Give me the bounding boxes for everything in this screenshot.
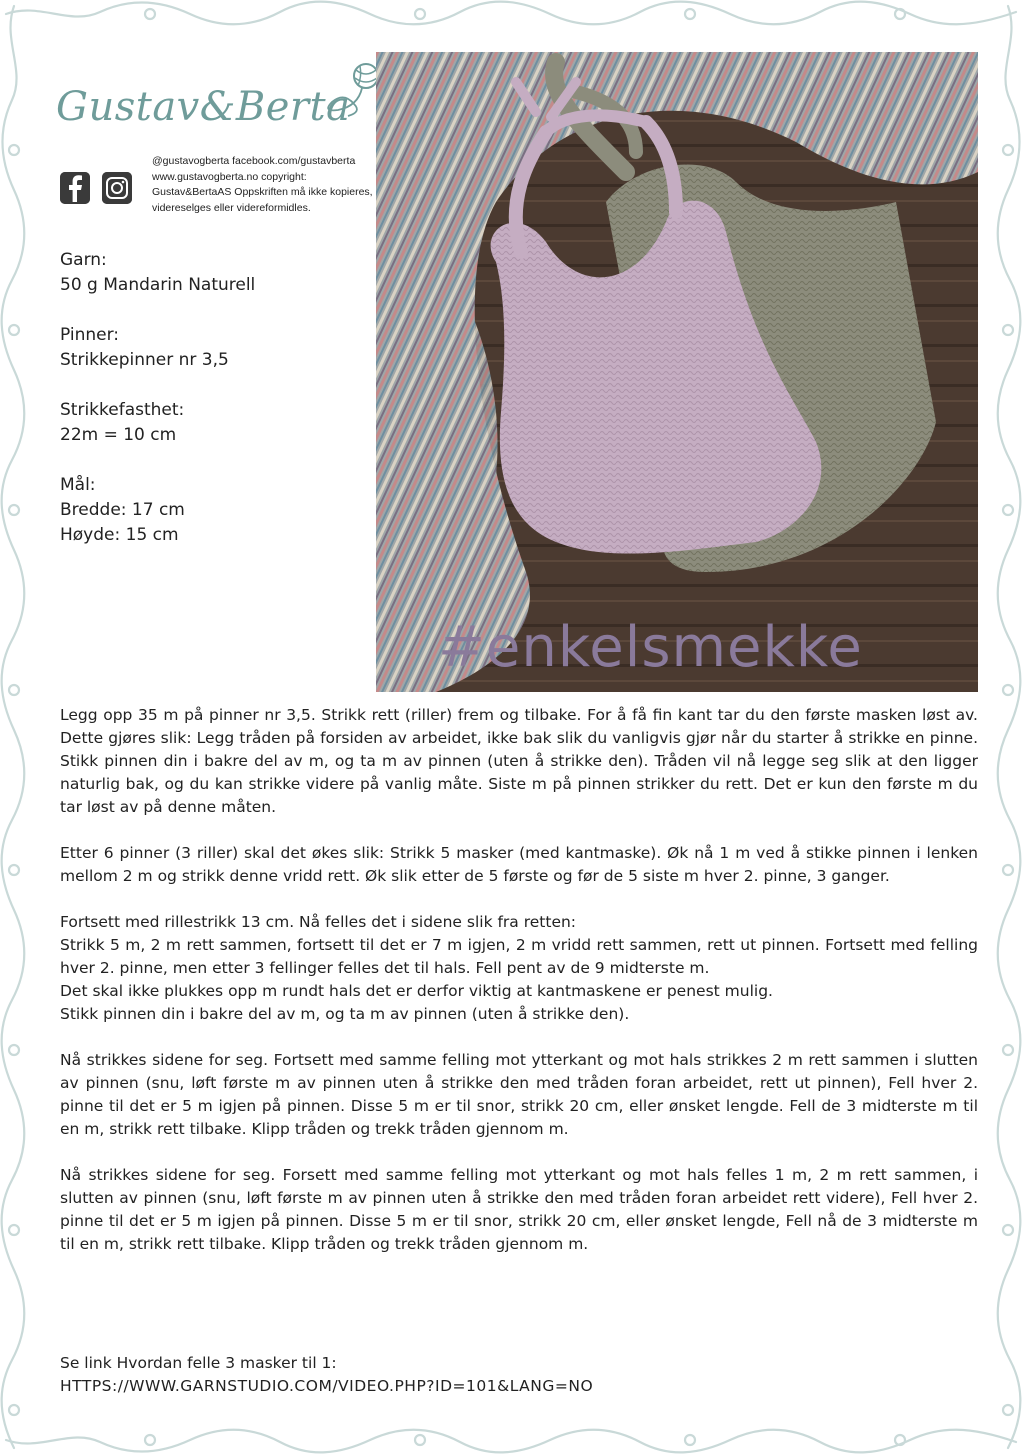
spec-value: Bredde: 17 cm	[60, 500, 185, 520]
social-icons	[60, 172, 140, 208]
video-link-block	[60, 1352, 978, 1398]
instruction-paragraph: Stikk pinnen din i bakre del av m, og ta m av pinnen (uten å strikke den).	[60, 1005, 630, 1023]
instruction-paragraph: Legg opp 35 m på pinner nr 3,5. Strikk rett (riller) frem og tilbake. For å få fin kant tar du den første masken løst av. Dette gjøres slik: Legg tråden på forsiden av arbeidet, ikke bak slik du vanligvis gjør når du starter å strikke en pinne. Stikk pinnen din i bakre del av m, og ta m av pinnen (uten å strikke den). Tråden vil nå legge seg slik at den ligger naturlig bak, og du kan strikke videre på vanlig måte. Siste m på pinnen strikker du rett. Det er kun den første m du tar løst av på denne måten.	[60, 706, 978, 816]
spec-needles	[60, 323, 360, 373]
spec-gauge	[60, 398, 360, 448]
pattern-instructions	[60, 704, 978, 1279]
instruction-paragraph: Det skal ikke plukkes opp m rundt hals det er derfor viktig at kantmaskene er penest mulig.	[60, 982, 773, 1000]
copyright-line: @gustavogberta facebook.com/gustavberta	[152, 155, 356, 167]
spec-value: Strikkepinner nr 3,5	[60, 350, 229, 370]
instruction-paragraph: Etter 6 pinner (3 riller) skal det økes slik: Strikk 5 masker (med kantmaske). Øk nå 1 m ved å stikke pinnen i lenken mellom 2 m og strikk denne vridd rett. Øk slik etter de 5 første og før de 5 siste m hver 2. pinne, 3 ganger.	[60, 844, 978, 885]
spec-value: 22m = 10 cm	[60, 425, 177, 445]
instruction-paragraph: Fortsett med rillestrikk 13 cm. Nå felles det i sidene slik fra retten:	[60, 913, 577, 931]
bib-illustration	[376, 52, 978, 692]
video-link[interactable]: HTTPS://WWW.GARNSTUDIO.COM/VIDEO.PHP?ID=101&LANG=NO	[60, 1377, 594, 1395]
instruction-paragraph: Strikk 5 m, 2 m rett sammen, fortsett til det er 7 m igjen, 2 m vridd rett sammen, rett ut pinnen. Fortsett med felling hver 2. pinne, men etter 3 fellinger felles det til hals. Fell pent av de 9 midterste m.	[60, 936, 978, 977]
copyright-info	[152, 154, 374, 216]
hashtag-text: #enkelsmekke	[438, 615, 863, 680]
brand-logo	[56, 84, 386, 144]
facebook-icon[interactable]	[60, 172, 90, 204]
pattern-specs	[60, 248, 360, 573]
spec-value: Høyde: 15 cm	[60, 525, 179, 545]
copyright-line: Gustav&BertaAS Oppskriften må ikke kopieres,	[152, 186, 373, 198]
copyright-line: videreselges eller videreformidles.	[152, 201, 311, 214]
logo-text: Gustav&Berta	[56, 84, 351, 130]
copyright-line: www.gustavogberta.no copyright:	[152, 170, 307, 183]
product-photo	[376, 52, 978, 692]
spec-label: Strikkefasthet:	[60, 400, 185, 420]
instruction-paragraph: Nå strikkes sidene for seg. Fortsett med samme felling mot ytterkant og mot hals strikkes 2 m rett sammen i slutten av pinnen (snu, løft første m av pinnen uten å strikke den med tråden foran arbeidet, rett ut pinnen), Fell hver 2. pinne til det er 5 m igjen på pinnen. Disse 5 m er til snor, strikk 20 cm, eller ønsket lengde. Fell de 3 midterste m til en m, strikk rett tilbake. Klipp tråden og trekk tråden gjennom m.	[60, 1051, 978, 1138]
link-label: Se link Hvordan felle 3 masker til 1:	[60, 1354, 337, 1372]
spec-yarn	[60, 248, 360, 298]
instagram-icon[interactable]	[102, 172, 132, 204]
spec-label: Pinner:	[60, 325, 120, 345]
spec-size	[60, 473, 360, 548]
spec-label: Garn:	[60, 250, 107, 270]
instruction-paragraph: Nå strikkes sidene for seg. Forsett med samme felling mot ytterkant og mot hals felles 1 m, 2 m rett sammen, i slutten av pinnen (snu, løft første m av pinnen uten å strikke den med tråden foran arbeidet rett videre), Fell hver 2. pinne til det er 5 m igjen på pinnen. Disse 5 m er til snor, strikk 20 cm, eller ønsket lengde, Fell nå de 3 midterste m til en m, strikk rett tilbake. Klipp tråden og trekk tråden gjennom m.	[60, 1166, 978, 1253]
spec-label: Mål:	[60, 475, 96, 495]
spec-value: 50 g Mandarin Naturell	[60, 275, 256, 295]
